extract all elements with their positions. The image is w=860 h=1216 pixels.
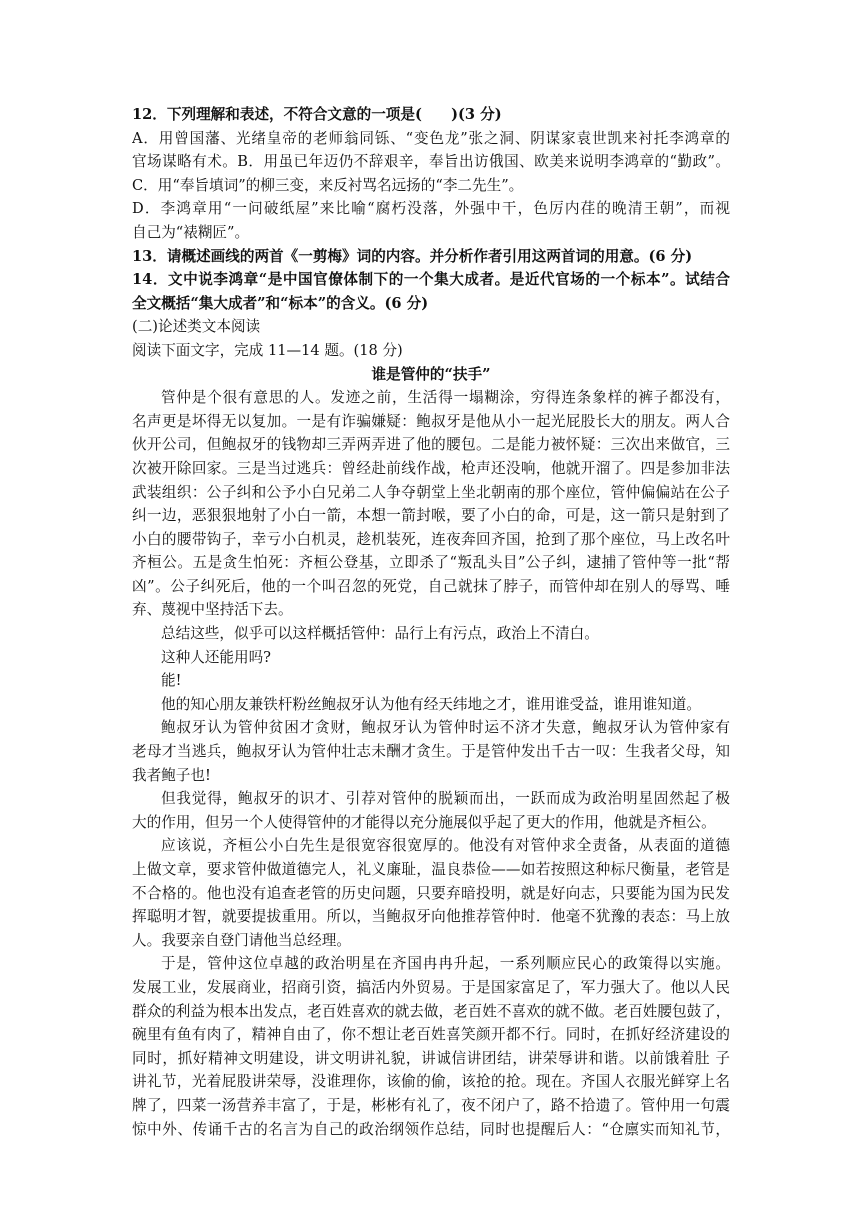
paragraph-6-line: 鲍叔牙认为管仲贫困才贪财，鲍叔牙认为管仲时运不济才失意，鲍叔牙认为管仲家有 xyxy=(161,719,730,737)
paragraph-7-line: 但我觉得，鲍叔牙的识才、引荐对管仲的脱颖而出，一跃而成为政治明星固然起了极 xyxy=(161,790,730,808)
paragraph-1-line: 齐桓公。五是贪生怕死：齐桓公登基，立即杀了“叛乱头目”公子纠，逮捕了管仲等一批“帮 xyxy=(132,554,730,572)
paragraph-8-line: 人。我要亲自登门请他当总经理。 xyxy=(132,931,351,949)
paragraph-1-line: 名声更是坏得无以复加。一是有诈骗嫌疑：鲍叔牙是他从小一起光屁股长大的朋友。两人合 xyxy=(132,412,730,430)
paragraph-2: 总结这些，似乎可以这样概括管仲：品行上有污点，政治上不清白。 xyxy=(161,625,599,643)
paragraph-8-line: 应该说，齐桓公小白先生是很宽容很宽厚的。他没有对管仲求全责备，从表面的道德 xyxy=(161,837,730,855)
paragraph-8-line: 挥聪明才智，就要提拔重用。所以，当鲍叔牙向他推荐管仲时．他毫不犹豫的表态：马上放 xyxy=(132,908,730,926)
paragraph-8-line: 不合格的。他也没有追查老管的历史问题，只要弃暗投明，就是好向志，只要能为国为民发 xyxy=(132,884,730,902)
paragraph-1-line: 小白的腰带钩子，幸亏小白机灵，趁机装死，连夜奔回齐国，抢到了那个座位，马上改名叶 xyxy=(132,530,730,548)
article-title: 谁是管仲的“扶手” xyxy=(371,365,491,383)
paragraph-8-line: 上做文章，要求管仲做道德完人，礼义廉耻，温良恭俭——如若按照这种标尺衡量，老管是 xyxy=(132,861,730,878)
paragraph-6-line: 老母才当逃兵，鲍叔牙认为管仲壮志未酬才贪生。于是管仲发出千古一叹：生我者父母，知 xyxy=(132,743,730,761)
question-12-option-d-line1: D．李鸿章用“一问破纸屋”来比喻“腐朽没落，外强中干，色厉内荏的晚清王朝”，而视 xyxy=(132,200,730,218)
paragraph-6-line: 我者鲍子也! xyxy=(132,766,211,784)
paragraph-9-line: 于是，管仲这位卓越的政治明星在齐国冉冉升起，一系列顺应民心的政策得以实施。 xyxy=(161,955,730,973)
paragraph-9-line: 同时，抓好精神文明建设，讲文明讲礼貌，讲诚信讲团结，讲荣辱讲和谐。以前饿着肚 子 xyxy=(132,1049,730,1067)
question-14-line2: 全文概括“集大成者”和“标本”的含义。(6 分) xyxy=(132,294,429,312)
section-heading: (二)论述类文本阅读 xyxy=(132,318,261,336)
paragraph-1-line: 管仲是个很有意思的人。发迹之前，生活得一塌糊涂，穷得连条象样的裤子都没有， xyxy=(161,389,730,407)
paragraph-9-line: 讲礼节，光着屁股讲荣辱，没谁理你，该偷的偷，该抢的抢。现在。齐国人衣服光鲜穿上名 xyxy=(132,1073,730,1091)
paragraph-4: 能! xyxy=(161,672,182,690)
question-12-option-a-line1: A．用曾国藩、光绪皇帝的老师翁同铄、“变色龙”张之洞、阴谋家袁世凯来衬托李鸿章的 xyxy=(132,129,730,147)
paragraph-5: 他的知心朋友兼铁杆粉丝鲍叔牙认为他有经天纬地之才，谁用谁受益，谁用谁知道。 xyxy=(161,695,701,713)
question-13: 13．请概述画线的两首《一剪梅》词的内容。并分析作者引用这两首词的用意。(6 分) xyxy=(132,247,693,265)
paragraph-1-line: 弃、蔑视中坚持活下去。 xyxy=(132,601,293,619)
question-12-option-c: C．用“奉旨填词”的柳三变，来反衬骂名远扬的“李二先生”。 xyxy=(132,176,524,194)
paragraph-1-line: 纠一边，恶狠狠地射了小白一箭，本想一箭封喉，要了小白的命，可是，这一箭只是射到了 xyxy=(132,507,730,525)
paragraph-1-line: 凶”。公子纠死后，他的一个叫召忽的死党，自己就抹了脖子，而管仲却在别人的辱骂、唾 xyxy=(132,577,730,595)
paragraph-9-line: 惊中外、传诵千古的名言为自己的政治纲领作总结，同时也提醒后人：“仓廪实而知礼节， xyxy=(132,1120,730,1138)
question-12-option-a-b-line2: 官场谋略有术。B．用虽已年迈仍不辞艰辛，奉旨出访俄国、欧美来说明李鸿章的“勤政”。 xyxy=(132,153,730,171)
paragraph-9-line: 牌了，四菜一汤营养丰富了，于是，彬彬有礼了，夜不闭户了，路不拾遗了。管仲用一句震 xyxy=(132,1096,730,1114)
section-instruction: 阅读下面文字，完成 11—14 题。(18 分) xyxy=(132,341,403,359)
paragraph-1-line: 伙开公司，但鲍叔牙的钱物却三弄两弄进了他的腰包。二是能力被怀疑：三次出来做官，三 xyxy=(132,436,730,454)
question-12-option-d-line2: 自己为“裱糊匠”。 xyxy=(132,223,250,241)
paragraph-9-line: 群众的利益为根本出发点，老百姓喜欢的就去做，老百姓不喜欢的就不做。老百姓腰包鼓了， xyxy=(132,1002,730,1020)
paragraph-3: 这种人还能用吗? xyxy=(161,648,271,666)
paragraph-1-line: 次被开除回家。三是当过逃兵：曾经赴前线作战，枪声还没响，他就开溜了。四是参加非法 xyxy=(132,459,730,477)
paragraph-9-line: 碗里有鱼有肉了，精神自由了，你不想让老百姓喜笑颜开都不行。同时，在抓好经济建设的 xyxy=(132,1026,730,1044)
document-content xyxy=(132,103,730,1141)
paragraph-7-line: 大的作用，但另一个人使得管仲的才能得以充分施展似乎起了更大的作用，他就是齐桓公。 xyxy=(132,813,716,831)
question-14-line1: 14．文中说李鸿章“是中国官僚体制下的一个集大成者。是近代官场的一个标本”。试结合 xyxy=(132,271,730,289)
paragraph-1-line: 武装组织：公子纠和公予小白兄弟二人争夺朝堂上坐北朝南的那个座位，管仲偏偏站在公子 xyxy=(132,483,730,501)
paragraph-9-line: 发展工业，发展商业，招商引资，搞活内外贸易。于是国家富足了，军力强大了。他以人民 xyxy=(132,978,730,996)
question-12-title: 12．下列理解和表述，不符合文意的一项是( )(3 分) xyxy=(132,106,502,123)
